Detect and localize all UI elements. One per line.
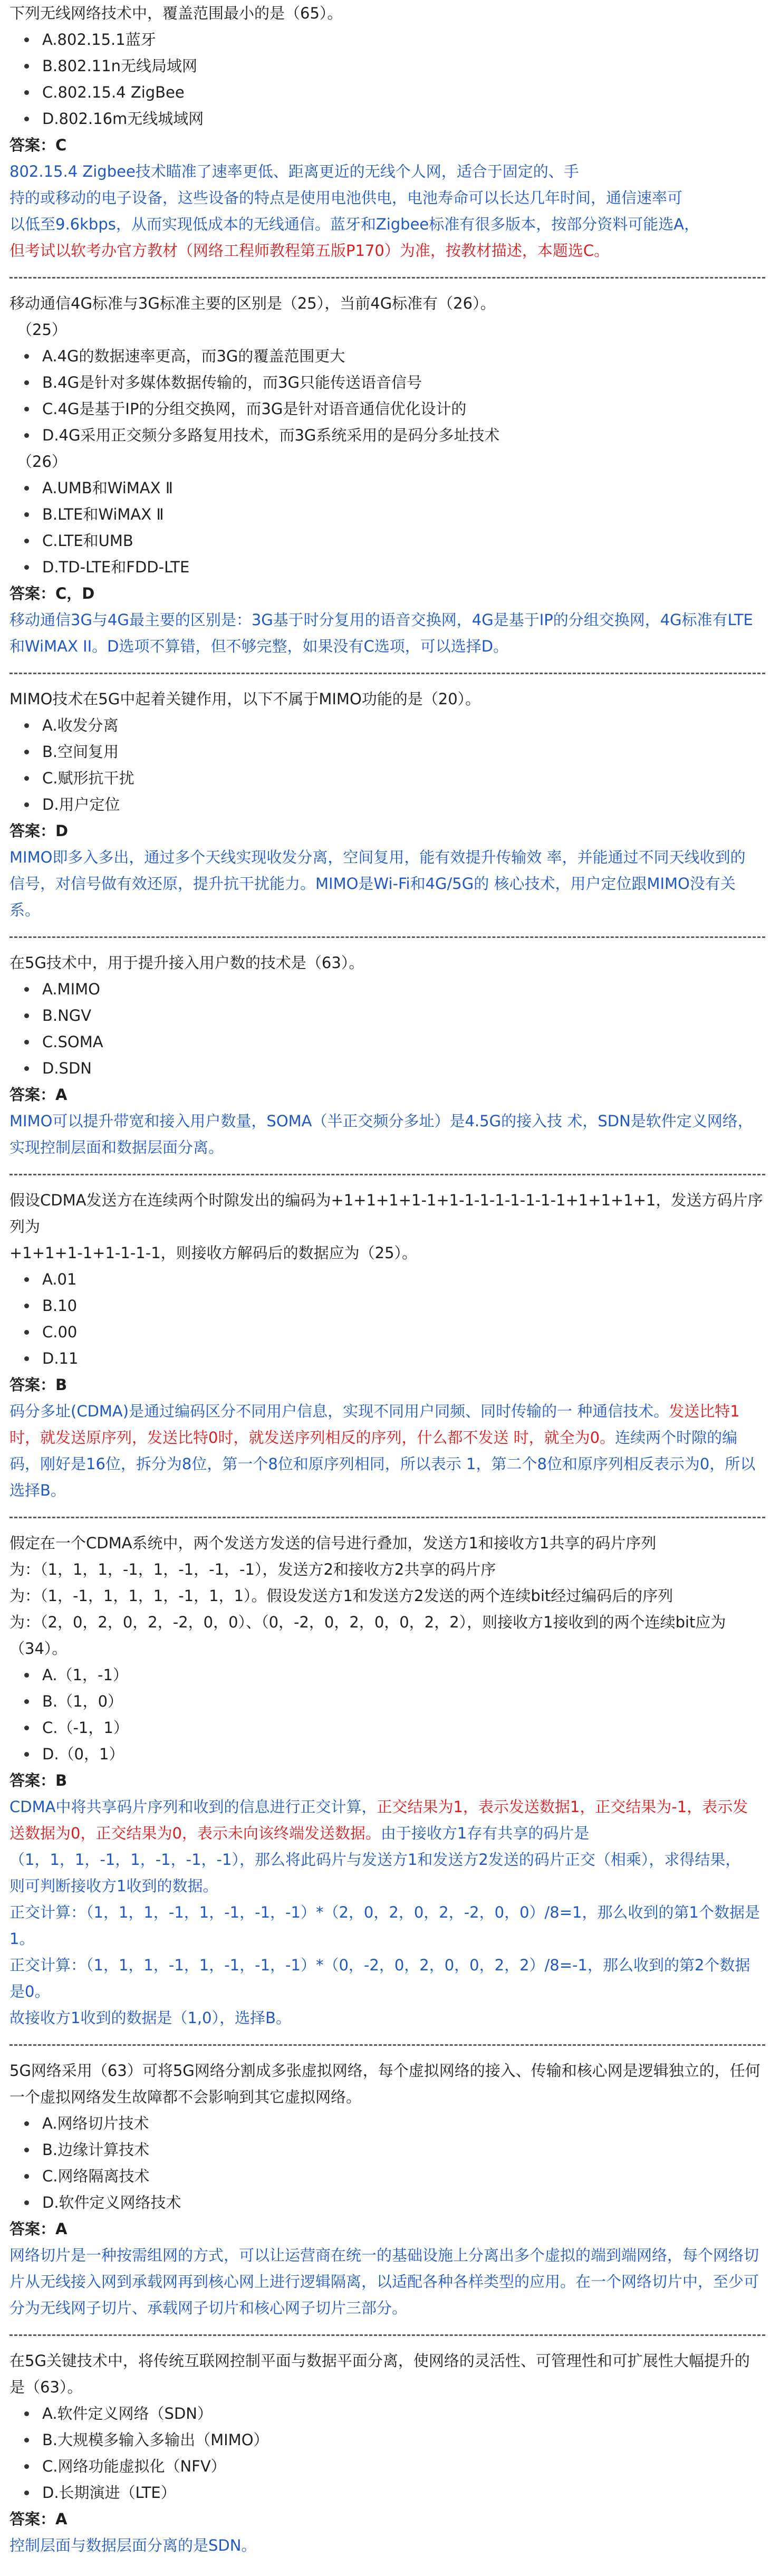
option-list [9, 2400, 765, 2506]
analysis-line [9, 2268, 765, 2295]
analysis-text: 系。 [9, 901, 41, 919]
option-item: C.00 [42, 1319, 765, 1345]
option-item: B.LTE和WiMAX Ⅱ [42, 501, 765, 528]
option-list [9, 26, 765, 132]
dashed-divider [9, 264, 765, 290]
answer-label: 答案：A [9, 1086, 68, 1104]
question-block [9, 686, 765, 923]
option-item: B.10 [42, 1292, 765, 1319]
option-list [9, 712, 765, 818]
dashed-divider [9, 659, 765, 686]
option-item: A.MIMO [42, 976, 765, 1002]
option-item: C.4G是基于IP的分组交换网，而3G是针对语音通信优化设计的 [42, 396, 765, 422]
analysis-line [9, 1477, 765, 1504]
analysis-line [9, 237, 765, 264]
option-list [9, 2110, 765, 2216]
highlight-text: 发送比特1 [669, 1402, 740, 1420]
analysis-text: 故接收方1收到的数据是（1,0），选择B。 [9, 2009, 291, 2027]
option-item: C.网络隔离技术 [42, 2163, 765, 2189]
option-item: B.4G是针对多媒体数据传输的，而3G只能传送语音信号 [42, 369, 765, 396]
question-block [9, 290, 765, 659]
analysis-text: 连续两个时隙的编 [615, 1429, 738, 1447]
option-list [9, 475, 765, 580]
analysis-text: 网络切片是一种按需组网的方式，可以让运营商在统一的基础设施上分离出多个虚拟的端到端网络，每个网络切 [9, 2246, 759, 2264]
analysis-line [9, 1926, 765, 1952]
option-item: A.802.15.1蓝牙 [42, 26, 765, 53]
answer-analysis [9, 1794, 765, 2031]
analysis-text: 码，刚好是16位，拆分为8位，第一个8位和原序列相同，所以表示 1，第二个8位和原序列相反表示为0，所以 [9, 1455, 756, 1473]
analysis-text: 选择B。 [9, 1481, 66, 1499]
option-item: A.01 [42, 1266, 765, 1292]
option-item: A.软件定义网络（SDN） [42, 2400, 765, 2427]
option-item: B.大规模多输入多输出（MIMO） [42, 2427, 765, 2453]
question-stem-line: 假定在一个CDMA系统中，两个发送方发送的信号进行叠加，发送方1和接收方1共享的码片序列 [9, 1534, 657, 1552]
option-list [9, 1266, 765, 1372]
analysis-line [9, 633, 765, 659]
analysis-text: 控制层面与数据层面分离的是SDN。 [9, 2536, 257, 2554]
option-item: C.（-1，1） [42, 1715, 765, 1741]
analysis-text: MIMO即多入多出，通过多个天线实现收发分离，空间复用，能有效提升传输效 率，并能通过不同天线收到的 [9, 848, 746, 866]
question-stem: 下列无线网络技术中，覆盖范围最小的是（65）。 [9, 4, 343, 22]
analysis-text: 正交计算：（1，1，1，-1，1，-1，-1，-1）*（2，0，2，0，2，-2，0，0）/8=1，那么收到的第1个数据是 [9, 1903, 760, 1921]
question-stem-line: 一个虚拟网络发生故障都不会影响到其它虚拟网络。 [9, 2088, 362, 2106]
answer-analysis [9, 2532, 765, 2559]
analysis-text: 则可判断接收方1收到的数据。 [9, 1877, 218, 1895]
analysis-line [9, 2532, 765, 2559]
analysis-line [9, 1846, 765, 1873]
question-block [9, 1187, 765, 1504]
question-stem: 在5G技术中，用于提升接入用户数的技术是（63）。 [9, 954, 364, 972]
dashed-divider [9, 1504, 765, 1530]
analysis-line [9, 211, 765, 237]
question-stem-line: 假设CDMA发送方在连续两个时隙发出的编码为+1+1+1+1-1+1-1-1-1-1-1-1-1+1+1+1+1，发送方码片序列为 [9, 1191, 763, 1236]
highlight-text: 但考试以软考办官方教材（网络工程师教程第五版P170）为准，按教材描述，本题选C。 [9, 242, 610, 260]
dashed-divider [9, 1161, 765, 1187]
option-item: C.赋形抗干扰 [42, 765, 765, 791]
analysis-line [9, 1108, 765, 1134]
highlight-text: 时，就发送原序列，发送比特0时，就发送序列相反的序列，什么都不发送 时，就全为0。 [9, 1429, 615, 1447]
question-stem [9, 1187, 765, 1266]
analysis-text: 持的或移动的电子设备，这些设备的特点是使用电池供电，电池寿命可以长达几年时间，通信速率可 [9, 189, 683, 207]
answer-analysis [9, 158, 765, 264]
analysis-text: 实现控制层面和数据层面分离。 [9, 1138, 224, 1156]
analysis-line [9, 2242, 765, 2268]
analysis-line [9, 1873, 765, 1899]
option-list [9, 343, 765, 448]
question-stem-line: 在5G关键技术中，将传统互联网控制平面与数据平面分离，使网络的灵活性、可管理性和可扩展性大幅提升的 [9, 2352, 750, 2370]
answer-label: 答案：B [9, 1376, 68, 1394]
option-item: B.NGV [42, 1002, 765, 1029]
analysis-line [9, 607, 765, 633]
question-block [9, 2057, 765, 2321]
option-item: A.UMB和WiMAX Ⅱ [42, 475, 765, 501]
analysis-text: 1。 [9, 1930, 35, 1948]
analysis-line [9, 2295, 765, 2321]
question-stem-line: 为：（1，-1，1，1，1，-1，1，1）。假设发送方1和发送方2发送的两个连续bit经过编码后的序列 [9, 1587, 673, 1605]
option-item: B.（1，0） [42, 1688, 765, 1715]
question-stem-line: 为：（1，1，1，-1，1，-1，-1，-1），发送方2和接收方2共享的码片序 [9, 1560, 496, 1578]
question-stem-line: +1+1+1-1+1-1-1-1，则接收方解码后的数据应为（25）。 [9, 1244, 418, 1262]
option-item: D.用户定位 [42, 791, 765, 818]
option-item: A.网络切片技术 [42, 2110, 765, 2137]
option-item: B.边缘计算技术 [42, 2137, 765, 2163]
option-item: A.收发分离 [42, 712, 765, 739]
analysis-line [9, 1978, 765, 2005]
sub-question-label: （25） [17, 321, 67, 339]
option-item: C.LTE和UMB [42, 528, 765, 554]
question-stem [9, 2057, 765, 2110]
analysis-text: 由于接收方1存有共享的码片是 [380, 1824, 590, 1842]
analysis-line [9, 1398, 765, 1424]
answer-label: 答案：B [9, 1771, 68, 1789]
option-item: D.11 [42, 1345, 765, 1372]
analysis-line [9, 1794, 765, 1820]
question-stem: 移动通信4G标准与3G标准主要的区别是（25），当前4G标准有（26）。 [9, 294, 496, 312]
question-block [9, 2348, 765, 2559]
analysis-line [9, 897, 765, 923]
answer-analysis [9, 2242, 765, 2321]
option-item: D.长期演进（LTE） [42, 2479, 765, 2506]
question-stem [9, 2348, 765, 2400]
analysis-line [9, 1899, 765, 1926]
analysis-text: 码分多址(CDMA)是通过编码区分不同用户信息，实现不同用户同频、同时传输的一 种通信技术。 [9, 1402, 669, 1420]
dashed-divider [9, 2031, 765, 2057]
option-item: A.4G的数据速率更高，而3G的覆盖范围更大 [42, 343, 765, 369]
analysis-text: 802.15.4 Zigbee技术瞄准了速率更低、距离更近的无线个人网，适合于固定的、手 [9, 162, 579, 180]
question-block [9, 1530, 765, 2031]
option-list [9, 1662, 765, 1767]
analysis-text: 是0。 [9, 1983, 50, 2000]
option-item: D.TD-LTE和FDD-LTE [42, 554, 765, 580]
answer-analysis [9, 607, 765, 659]
answer-label: 答案：D [9, 822, 69, 840]
analysis-text: 信号，对信号做有效还原，提升抗干扰能力。MIMO是Wi-Fi和4G/5G的 核心技术，用户定位跟MIMO没有关 [9, 875, 736, 893]
option-list [9, 976, 765, 1081]
answer-analysis [9, 1108, 765, 1161]
option-item: C.SOMA [42, 1029, 765, 1055]
question-block [9, 0, 765, 264]
option-item: D.SDN [42, 1055, 765, 1081]
analysis-line [9, 844, 765, 870]
answer-label: 答案：C [9, 136, 67, 154]
answer-label: 答案：C，D [9, 585, 95, 602]
option-item: D.软件定义网络技术 [42, 2189, 765, 2216]
analysis-text: 正交计算：（1，1，1，-1，1，-1，-1，-1）*（0，-2，0，2，0，0，2，2）/8=-1，那么收到的第2个数据 [9, 1956, 750, 1974]
analysis-line [9, 1952, 765, 1978]
analysis-line [9, 2005, 765, 2031]
dashed-divider [9, 2321, 765, 2348]
analysis-line [9, 1451, 765, 1477]
analysis-line [9, 1820, 765, 1846]
dashed-divider [9, 923, 765, 950]
highlight-text: 正交结果为1，表示发送数据1，正交结果为-1，表示发 [377, 1798, 748, 1816]
question-stem: MIMO技术在5G中起着关键作用，以下不属于MIMO功能的是（20）。 [9, 690, 481, 708]
analysis-line [9, 1134, 765, 1161]
option-item: B.空间复用 [42, 739, 765, 765]
question-block [9, 950, 765, 1161]
analysis-text: MIMO可以提升带宽和接入用户数量，SOMA（半正交频分多址）是4.5G的接入技 术，SDN是软件定义网络， [9, 1112, 753, 1130]
question-stem-line: 是（63）。 [9, 2378, 83, 2396]
highlight-text: 送数据为0，正交结果为0，表示未向该终端发送数据。 [9, 1824, 381, 1842]
option-item: D.4G采用正交频分多路复用技术，而3G系统采用的是码分多址技术 [42, 422, 765, 448]
analysis-text: 以低至9.6kbps，从而实现低成本的无线通信。蓝牙和Zigbee标准有很多版本，按部分资料可能选A， [9, 215, 700, 233]
option-item: B.802.11n无线局域网 [42, 53, 765, 79]
answer-label: 答案：A [9, 2510, 68, 2528]
option-item: C.802.15.4 ZigBee [42, 79, 765, 106]
question-stem-line: 为：（2，0，2，0，2，-2，0，0）、（0，-2，0，2，0，0，2，2），则接收方1接收到的两个连续bit应为 [9, 1613, 726, 1631]
option-item: D.802.16m无线城域网 [42, 106, 765, 132]
sub-question-label: （26） [17, 453, 67, 471]
answer-analysis [9, 844, 765, 923]
analysis-line [9, 870, 765, 897]
question-stem-line: 5G网络采用（63）可将5G网络分割成多张虚拟网络，每个虚拟网络的接入、传输和核心网是逻辑独立的，任何 [9, 2062, 760, 2080]
analysis-text: 片从无线接入网到承载网再到核心网上进行逻辑隔离，以适配各种各样类型的应用。在一个网络切片中，至少可 [9, 2273, 759, 2291]
analysis-line [9, 158, 765, 185]
analysis-text: 移动通信3G与4G最主要的区别是：3G基于时分复用的语音交换网，4G是基于IP的分组交换网，4G标准有LTE [9, 611, 753, 629]
question-stem-line: （34）。 [9, 1640, 68, 1658]
option-item: D.（0，1） [42, 1741, 765, 1767]
option-item: C.网络功能虚拟化（NFV） [42, 2453, 765, 2479]
analysis-text: 分为无线网子切片、承载网子切片和核心网子切片三部分。 [9, 2299, 408, 2317]
analysis-text: 和WiMAX II。D选项不算错，但不够完整，如果没有C选项，可以选择D。 [9, 637, 509, 655]
analysis-line [9, 185, 765, 211]
analysis-text: （1，1，1，-1，1，-1，-1，-1），那么将此码片与发送方1和发送方2发送的码片正交（相乘），求得结果， [9, 1851, 741, 1869]
answer-analysis [9, 1398, 765, 1504]
question-stem [9, 1530, 765, 1662]
answer-label: 答案：A [9, 2220, 68, 2238]
option-item: A.（1，-1） [42, 1662, 765, 1688]
analysis-line [9, 1424, 765, 1451]
analysis-text: CDMA中将共享码片序列和收到的信息进行正交计算， [9, 1798, 377, 1816]
